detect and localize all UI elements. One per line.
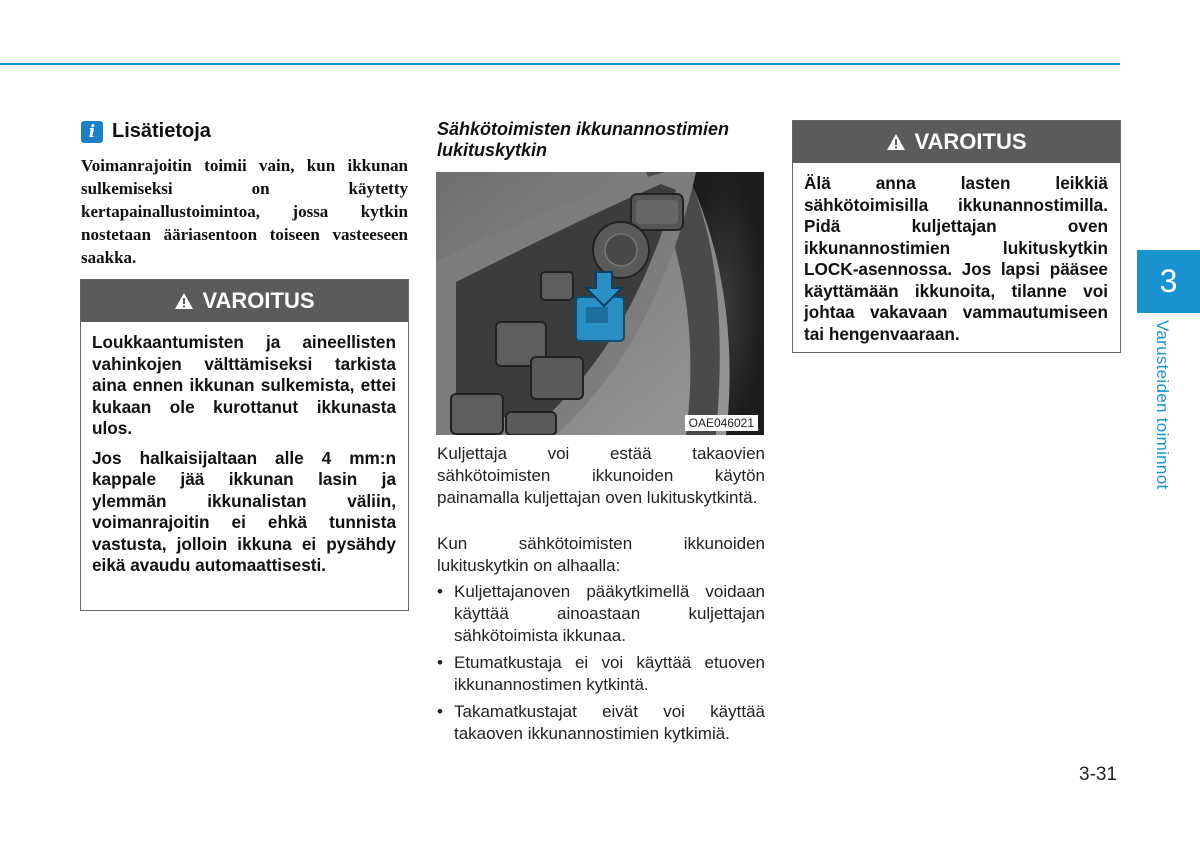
warning-box-right — [792, 120, 1121, 353]
warning-body — [793, 163, 1120, 355]
warning-title: VAROITUS — [914, 129, 1027, 154]
section-title: Sähkötoimisten ikkunannostimien lukituskytkin — [437, 119, 730, 160]
info-title: Lisätietoja — [112, 120, 211, 142]
warning-body — [81, 322, 408, 587]
info-heading — [81, 120, 211, 143]
warning-paragraph: Loukkaantumisten ja aineellisten vahinkojen välttämiseksi tarkista aina ennen ikkunan sulkemista, ettei kukaan ole kurottanut ikkunasta ulos. — [92, 332, 396, 438]
window-lock-switch-illustration — [436, 172, 764, 435]
body-paragraph: Kuljettaja voi estää takaovien sähkötoimisten ikkunoiden käytön painamalla kuljettajan oven lukituskytkintä. — [437, 444, 765, 507]
header-rule — [0, 63, 1120, 65]
warning-icon — [174, 292, 194, 310]
info-icon: i — [81, 121, 103, 143]
chapter-tab: 3 — [1137, 250, 1200, 313]
warning-title: VAROITUS — [202, 288, 315, 313]
page-number: 3-31 — [1079, 764, 1118, 785]
warning-icon — [886, 133, 906, 151]
chapter-label: Varusteiden toiminnot — [1153, 320, 1172, 490]
list-item: • Takamatkustajat eivät voi käyttää takaoven ikkunannostimien kytkimiä. — [437, 701, 765, 745]
list-item: • Etumatkustaja ei voi käyttää etuoven ikkunannostimen kytkintä. — [437, 652, 765, 696]
image-code: OAE046021 — [685, 415, 758, 431]
door-switch-photo — [436, 172, 764, 435]
body-paragraph: Kun sähkötoimisten ikkunoiden lukituskytkin on alhaalla: — [437, 534, 765, 575]
warning-box-left — [80, 279, 409, 611]
list-item: • Kuljettajanoven pääkytkimellä voidaan käyttää ainoastaan kuljettajan sähkötoimista ikkunaa. — [437, 581, 765, 647]
warning-paragraph: Jos halkaisijaltaan alle 4 mm:n kappale jää ikkunan lasin ja ylemmän ikkunalistan väliin, voimanrajoitin ei ehkä tunnista vastusta, jolloin ikkuna ei pysähdy eikä avaudu automaattisesti. — [92, 447, 396, 575]
warning-header — [793, 121, 1120, 163]
warning-paragraph: Älä anna lasten leikkiä sähkötoimisilla ikkunannostimilla. Pidä kuljettajan oven ikkunannostimien lukituskytkin LOCK-asennossa. Jos lapsi pääsee käyttämään ikkunoita, tilanne voi johtaa vakavaan vammautumiseen tai hengenvaaraan. — [804, 173, 1108, 344]
info-body: Voimanrajoitin toimii vain, kun ikkunan sulkemiseksi on käytetty kertapainallustoimintoa, jossa kytkin nostetaan ääriasentoon toiseen vasteeseen saakka. — [81, 156, 408, 267]
warning-header — [81, 280, 408, 322]
bullet-list — [437, 581, 765, 750]
